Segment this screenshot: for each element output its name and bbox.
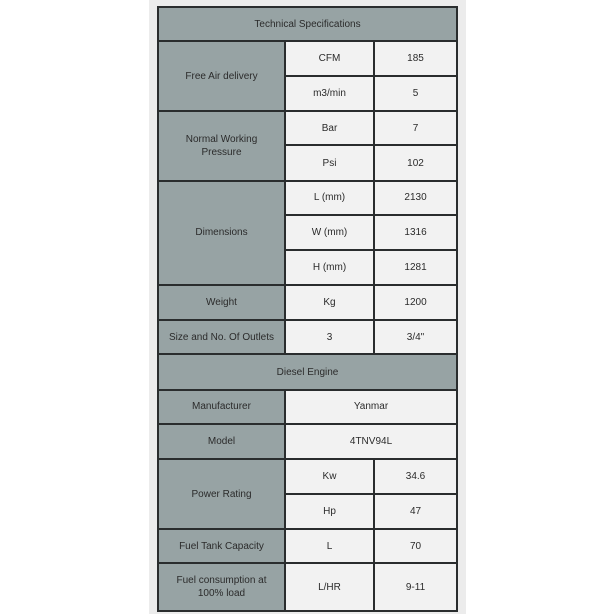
row-label-manufacturer: Manufacturer bbox=[158, 390, 285, 424]
table-row bbox=[158, 181, 457, 215]
table-row bbox=[158, 41, 457, 75]
value-cell: 70 bbox=[374, 529, 457, 563]
unit-cell: m3/min bbox=[285, 76, 374, 111]
section-title-technical: Technical Specifications bbox=[158, 7, 457, 41]
unit-cell: L/HR bbox=[285, 563, 374, 611]
value-cell: 9-11 bbox=[374, 563, 457, 611]
value-cell: 7 bbox=[374, 111, 457, 145]
value-cell: 4TNV94L bbox=[285, 424, 457, 459]
unit-cell: CFM bbox=[285, 41, 374, 75]
unit-cell: Kg bbox=[285, 285, 374, 320]
value-cell: 47 bbox=[374, 494, 457, 529]
table-row bbox=[158, 459, 457, 493]
row-label-fuel-consumption: Fuel consumption at 100% load bbox=[158, 563, 285, 611]
row-label-power: Power Rating bbox=[158, 459, 285, 529]
unit-cell: L (mm) bbox=[285, 181, 374, 215]
table-row bbox=[158, 563, 457, 611]
value-cell: 185 bbox=[374, 41, 457, 75]
value-cell: 2130 bbox=[374, 181, 457, 215]
table-row bbox=[158, 320, 457, 354]
row-label-fuel-tank: Fuel Tank Capacity bbox=[158, 529, 285, 563]
value-cell: 1281 bbox=[374, 250, 457, 284]
unit-cell: Psi bbox=[285, 145, 374, 180]
row-label-outlets: Size and No. Of Outlets bbox=[158, 320, 285, 354]
row-label-model: Model bbox=[158, 424, 285, 459]
unit-cell: 3 bbox=[285, 320, 374, 354]
unit-cell: W (mm) bbox=[285, 215, 374, 250]
unit-cell: Kw bbox=[285, 459, 374, 493]
value-cell: 34.6 bbox=[374, 459, 457, 493]
value-cell: 3/4" bbox=[374, 320, 457, 354]
value-cell: 1316 bbox=[374, 215, 457, 250]
row-label-dimensions: Dimensions bbox=[158, 181, 285, 285]
section-title-diesel: Diesel Engine bbox=[158, 354, 457, 389]
table-row bbox=[158, 390, 457, 424]
unit-cell: H (mm) bbox=[285, 250, 374, 284]
section-header-row bbox=[158, 7, 457, 41]
row-label-weight: Weight bbox=[158, 285, 285, 320]
section-header-row bbox=[158, 354, 457, 389]
row-label-pressure: Normal Working Pressure bbox=[158, 111, 285, 181]
spec-table bbox=[157, 6, 458, 612]
table-row bbox=[158, 424, 457, 459]
value-cell: 1200 bbox=[374, 285, 457, 320]
table-row bbox=[158, 285, 457, 320]
unit-cell: L bbox=[285, 529, 374, 563]
unit-cell: Bar bbox=[285, 111, 374, 145]
value-cell: 5 bbox=[374, 76, 457, 111]
value-cell: 102 bbox=[374, 145, 457, 180]
value-cell: Yanmar bbox=[285, 390, 457, 424]
table-row bbox=[158, 111, 457, 145]
table-row bbox=[158, 529, 457, 563]
unit-cell: Hp bbox=[285, 494, 374, 529]
row-label-free-air: Free Air delivery bbox=[158, 41, 285, 111]
